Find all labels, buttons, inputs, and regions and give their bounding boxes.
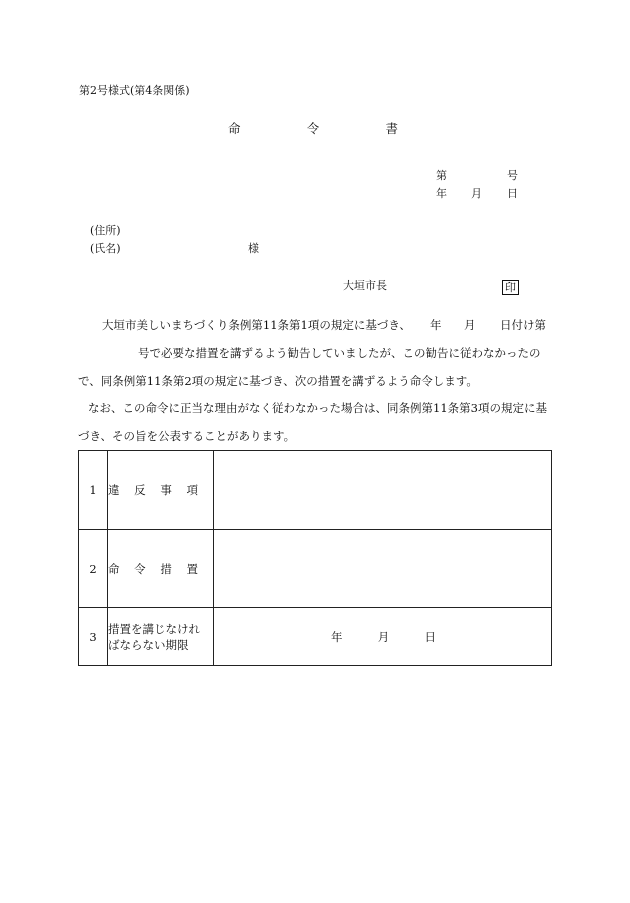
row-number: 2 [79, 530, 108, 608]
label-char: 項 [186, 483, 198, 497]
label-char: 違 [108, 483, 120, 497]
date-year-label: 年 [436, 187, 447, 200]
seal-mark [502, 276, 519, 295]
label-char: 命 [108, 561, 120, 576]
date-day-label: 日 [507, 187, 518, 200]
seal-label: 印 [502, 280, 519, 295]
title-char-3: 書 [385, 121, 398, 136]
label-line: ばならない期限 [108, 637, 189, 652]
deadline-month: 月 [377, 629, 390, 644]
row-label-deadline [108, 608, 214, 666]
title-char-1: 命 [228, 121, 241, 136]
label-char: 措 [160, 561, 172, 576]
body-text-1a: 大垣市美しいまちづくり条例第11条第1項の規定に基づき、 [102, 318, 411, 332]
body-line-4: なお、この命令に正当な理由がなく従わなかった場合は、同条例第11条第3項の規定に基 [88, 401, 547, 415]
doc-number-suffix: 号 [507, 169, 518, 182]
row-number: 1 [79, 451, 108, 530]
issuer-title: 大垣市長 [343, 279, 387, 292]
body-line-5: づき、その旨を公表することがあります。 [78, 429, 296, 443]
date-month-label: 月 [471, 187, 482, 200]
title-char-2: 令 [306, 121, 320, 136]
label-char: 反 [134, 483, 146, 497]
deadline-year: 年 [331, 629, 343, 644]
body-day-blank: 日付け第 [500, 318, 546, 332]
table-row [79, 451, 552, 530]
deadline-date [331, 629, 436, 645]
body-line-1 [78, 311, 552, 339]
order-table [78, 450, 552, 666]
label-char: 置 [186, 561, 198, 576]
row-label-violation [108, 451, 214, 530]
row-value-order-measures[interactable] [214, 530, 552, 608]
honorific: 様 [248, 242, 259, 255]
row-label-order-measures [108, 530, 214, 608]
label-line: 措置を講じなけれ [108, 621, 200, 636]
address-label: (住所) [90, 224, 121, 237]
row-value-violation[interactable] [214, 451, 552, 530]
document-title [228, 119, 398, 137]
body-line-2: 号で必要な措置を講ずるよう勧告していましたが、この勧告に従わなかったの [138, 346, 541, 360]
doc-number-prefix: 第 [436, 169, 447, 182]
body-year-blank: 年 [430, 318, 442, 332]
form-label: 第2号様式(第4条関係) [79, 84, 190, 97]
row-number: 3 [79, 608, 108, 666]
name-label: (氏名) [90, 242, 121, 255]
table-row [79, 608, 552, 666]
body-month-blank: 月 [464, 318, 476, 332]
body-paragraph-1 [78, 311, 552, 395]
row-value-deadline[interactable] [214, 608, 552, 666]
table-row [79, 530, 552, 608]
body-line-3: で、同条例第11条第2項の規定に基づき、次の措置を講ずるよう命令します。 [78, 374, 478, 388]
label-char: 令 [134, 561, 146, 576]
body-paragraph-2 [78, 394, 552, 450]
label-char: 事 [160, 483, 172, 497]
deadline-day: 日 [424, 629, 436, 644]
